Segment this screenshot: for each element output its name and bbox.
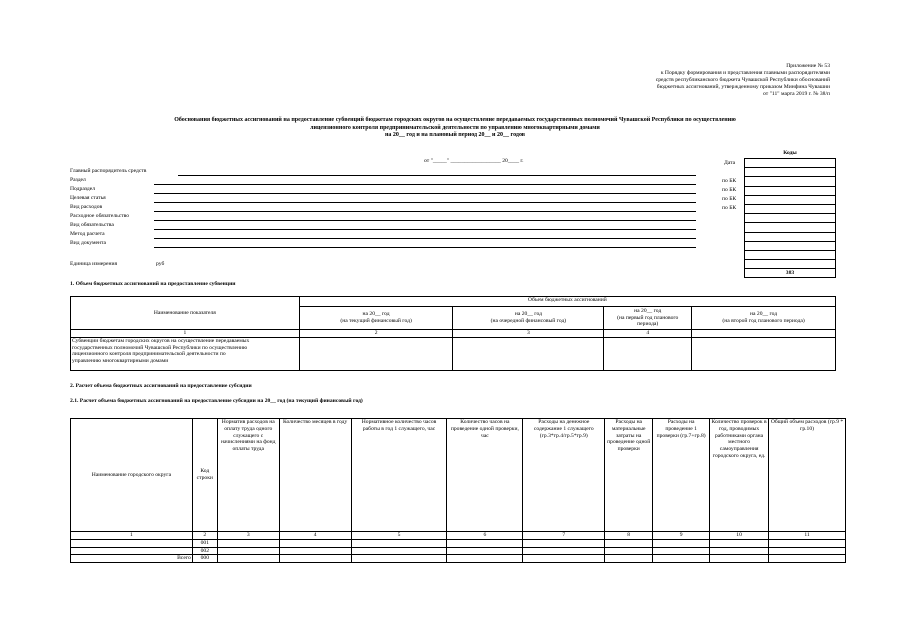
row-code: 002 — [192, 547, 217, 555]
field-line[interactable] — [154, 247, 696, 248]
value-cell[interactable] — [217, 539, 279, 547]
codes-table — [744, 158, 836, 278]
value-cell[interactable] — [523, 539, 605, 547]
col-header-text: на 20__ год — [750, 311, 778, 318]
col-number: 2 — [299, 330, 453, 338]
value-cell[interactable] — [710, 555, 769, 563]
col-number: 1 — [71, 532, 193, 540]
col-header-text: на 20__ год — [362, 311, 390, 318]
po-bk-label: по БК — [722, 205, 737, 211]
group-header: Объем бюджетных ассигнований — [299, 297, 835, 307]
code-cell[interactable] — [745, 241, 836, 250]
row-code: 000 — [192, 555, 217, 563]
value-cell[interactable] — [653, 555, 710, 563]
col-header: Количество часов на проведение одной проверки, час — [447, 419, 523, 532]
value-cell[interactable] — [447, 555, 523, 563]
col-header: Норматив расходов на оплату труда одного служащего с начислениями на фонд оплаты труда — [217, 419, 279, 532]
value-cell[interactable] — [523, 555, 605, 563]
col-header — [299, 307, 453, 330]
field-label: Целевая статья — [70, 195, 106, 201]
unit-code-cell: 383 — [745, 269, 836, 278]
table-row-total — [71, 555, 846, 563]
col-name-header: Наименование показателя — [71, 297, 300, 330]
code-cell[interactable] — [745, 168, 836, 177]
value-cell[interactable] — [351, 555, 447, 563]
appendix-line: средств республиканского бюджета Чувашской Республики обоснований — [655, 77, 830, 83]
value-cell[interactable] — [769, 539, 846, 547]
col-header — [604, 307, 692, 330]
col-header: Нормативное количество часов работы в год 1 служащего, час — [351, 419, 447, 532]
title-line: Обоснования бюджетных ассигнований на предоставление субвенций бюджетам городских округов на осуществление передаваемых государственных полномочий Чувашской Республики по осуществлению — [174, 117, 736, 123]
col-header — [453, 307, 604, 330]
value-cell[interactable] — [299, 337, 453, 370]
col-number: 7 — [523, 532, 605, 540]
field-label: Метод расчета — [70, 231, 105, 237]
value-cell[interactable] — [604, 337, 692, 370]
value-cell[interactable] — [447, 547, 523, 555]
section2-heading: 2. Расчет объема бюджетных ассигнований на предоставление субсидии — [70, 383, 252, 389]
value-cell[interactable] — [279, 547, 351, 555]
po-bk-label: по БК — [722, 187, 737, 193]
section2-subheading: 2.1. Расчет объема бюджетных ассигнований на предоставление субсидии на 20__ год (на текущий финансовый год) — [70, 398, 363, 404]
unit-value: руб — [156, 261, 165, 267]
row-name[interactable] — [71, 539, 193, 547]
row-text: лицензионного контроля предпринимательской деятельности по — [72, 351, 226, 358]
col-number: 11 — [769, 532, 846, 540]
value-cell[interactable] — [351, 539, 447, 547]
row-text: управлению многоквартирными домами — [72, 358, 169, 365]
section2-table — [70, 418, 846, 563]
code-cell[interactable] — [745, 223, 836, 232]
appendix-line: Приложение № 53 — [786, 63, 830, 69]
value-cell[interactable] — [605, 547, 653, 555]
col-number: 2 — [192, 532, 217, 540]
value-cell[interactable] — [710, 547, 769, 555]
value-cell[interactable] — [447, 539, 523, 547]
col-header-text: (на текущий финансовый год) — [340, 318, 412, 324]
value-cell[interactable] — [710, 539, 769, 547]
value-cell[interactable] — [453, 337, 604, 370]
col-header: Количество месяцев в году — [279, 419, 351, 532]
field-line[interactable] — [178, 175, 696, 176]
col-header: Расходы на материальные затраты на проведение одной проверки — [605, 419, 653, 532]
field-label: Вид обязательства — [70, 222, 114, 228]
col-number: 3 — [453, 330, 604, 338]
col-header: Количество проверок в год, проводимых работниками органа местного самоуправления городского округа, ед. — [710, 419, 769, 532]
col-header: Расходы на денежное содержание 1 служащего (гр.3*гр.4/гр.5*гр.9) — [523, 419, 605, 532]
codes-header: Коды — [783, 150, 797, 156]
col-number: 3 — [217, 532, 279, 540]
col-header: Общий объем расходов (гр.9 * гр.10) — [769, 419, 846, 532]
col-header: Расходы на проведение 1 проверки (гр.7+гр.8) — [653, 419, 710, 532]
code-cell[interactable] — [745, 232, 836, 241]
code-cell[interactable] — [745, 195, 836, 204]
section1-heading: 1. Объем бюджетных ассигнований на предоставление субвенции — [70, 281, 236, 287]
code-cell[interactable] — [745, 250, 836, 259]
value-cell[interactable] — [653, 547, 710, 555]
col-header-text: периода) — [637, 321, 659, 328]
field-line[interactable] — [154, 220, 696, 221]
unit-label: Единица измерения — [70, 261, 118, 267]
field-line[interactable] — [154, 229, 696, 230]
value-cell[interactable] — [351, 547, 447, 555]
code-cell[interactable] — [745, 159, 836, 168]
value-cell[interactable] — [279, 539, 351, 547]
value-cell[interactable] — [769, 555, 846, 563]
value-cell[interactable] — [692, 337, 836, 370]
appendix-line: бюджетных ассигнований, утвержденному приказом Минфина Чувашии — [656, 84, 830, 90]
col-header-text: (на первый год планового — [617, 314, 679, 321]
field-line[interactable] — [154, 238, 696, 239]
col-header: Наименование городского округа — [71, 419, 193, 532]
row-text: Субвенции бюджетам городских округов на осуществление передаваемых — [72, 337, 250, 344]
col-number: 4 — [604, 330, 692, 338]
field-label: Вид расходов — [70, 204, 103, 210]
value-cell[interactable] — [605, 555, 653, 563]
row-code: 001 — [192, 539, 217, 547]
value-cell[interactable] — [217, 555, 279, 563]
col-header-text: (на второй год планового периода) — [722, 318, 805, 324]
col-number: 9 — [653, 532, 710, 540]
col-header — [692, 307, 836, 330]
code-cell[interactable] — [745, 186, 836, 195]
value-cell[interactable] — [605, 539, 653, 547]
row-name — [71, 337, 300, 370]
col-number: 8 — [605, 532, 653, 540]
code-cell[interactable] — [745, 214, 836, 223]
field-line[interactable] — [154, 211, 696, 212]
col-number: 4 — [279, 532, 351, 540]
col-header: Код строки — [192, 419, 217, 532]
po-bk-label: по БК — [722, 196, 737, 202]
field-label: Подраздел — [70, 186, 96, 192]
po-bk-label: по БК — [722, 178, 737, 184]
date-label: Дата — [724, 160, 736, 166]
code-cell[interactable] — [745, 204, 836, 213]
row-name[interactable] — [71, 547, 193, 555]
row-text: государственных полномочий Чувашской Республики по осуществлению — [72, 344, 248, 351]
col-number: 6 — [447, 532, 523, 540]
col-number: 1 — [71, 330, 300, 338]
field-line[interactable] — [154, 202, 696, 203]
appendix-block — [560, 63, 830, 98]
value-cell[interactable] — [523, 547, 605, 555]
field-label: Раздел — [70, 177, 86, 183]
col-header-text: на 20__ год — [634, 307, 662, 314]
appendix-line: к Порядку формирования и представления главными распорядителями — [660, 70, 830, 76]
title-line: на 20__ год и на плановый период 20__ и 20__ годов — [384, 132, 526, 138]
field-label: Вид документа — [70, 240, 106, 246]
field-line[interactable] — [154, 193, 696, 194]
code-cell[interactable] — [745, 260, 836, 269]
row-name: Всего — [71, 555, 193, 563]
code-cell[interactable] — [745, 177, 836, 186]
title-line: лицензионного контроля предпринимательской деятельности по управлению многоквартирными домами — [310, 124, 600, 131]
value-cell[interactable] — [769, 547, 846, 555]
value-cell[interactable] — [279, 555, 351, 563]
col-header-text: на 20__ год — [514, 311, 542, 318]
field-label: Главный распорядитель средств — [70, 168, 147, 174]
table-row — [71, 539, 846, 547]
col-number: 10 — [710, 532, 769, 540]
document-title — [70, 117, 840, 140]
section1-table — [70, 296, 836, 371]
table-row — [71, 547, 846, 555]
col-number: 5 — [351, 532, 447, 540]
date-line: от "_____" __________________ 20____ г. — [424, 158, 524, 164]
col-number — [692, 330, 836, 338]
col-header-text: (на очередной финансовый год) — [490, 318, 567, 324]
field-line[interactable] — [154, 184, 696, 185]
value-cell[interactable] — [217, 547, 279, 555]
value-cell[interactable] — [653, 539, 710, 547]
appendix-line: от "11" марта 2019 г. № 38/п — [763, 91, 830, 97]
field-label: Расходное обязательство — [70, 213, 130, 219]
